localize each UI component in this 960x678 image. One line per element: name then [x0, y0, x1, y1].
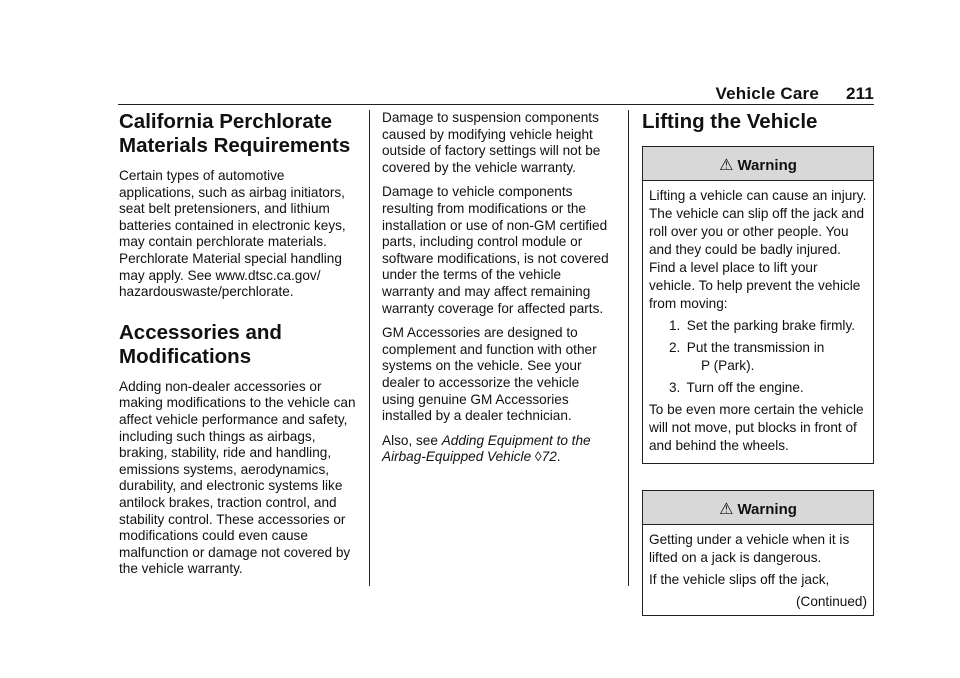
- section-title: Vehicle Care: [715, 84, 820, 103]
- cross-reference-page[interactable]: 72: [541, 449, 557, 465]
- warning-triangle-icon: ⚠: [719, 157, 734, 174]
- continued-label: (Continued): [795, 594, 867, 609]
- column-1: [119, 110, 357, 586]
- warning-body: [643, 525, 873, 615]
- steps-list: [649, 317, 867, 397]
- paragraph-components: Damage to vehicle components resulting from modifications or the installation or use of non-GM certified parts, including control module or software modifications, is not covered under the terms of the vehicle warranty and may affect remaining warranty coverage for affected parts.: [382, 184, 609, 316]
- column-divider: [628, 110, 629, 586]
- heading-perchlorate: California Perchlorate Materials Requirements: [119, 110, 351, 157]
- page-header: [716, 84, 875, 104]
- paragraph-gm-accessories: GM Accessories are designed to complement and function with other systems on the vehicle. See your dealer to accessorize the vehicle using genuine GM Accessories installed by a dealer technician.: [382, 325, 597, 424]
- paragraph-perchlorate: Certain types of automotive applications, such as airbag initiators, seat belt pretensioners, and lithium batteries contained in electronic keys, may contain perchlorate materials. Perchlorate Material special handling may apply. See www.dtsc.ca.gov/ hazardouswaste/perchlorate.: [119, 168, 346, 300]
- heading-lifting: Lifting the Vehicle: [642, 110, 818, 133]
- column-3: [642, 110, 874, 616]
- warning-triangle-icon: ⚠: [719, 501, 734, 518]
- step-item: [649, 339, 867, 375]
- warning-text: If the vehicle slips off the jack,: [649, 572, 830, 587]
- paragraph-suspension: Damage to suspension components caused by modifying vehicle height outside of factory settings will not be covered by the vehicle warranty.: [382, 110, 601, 175]
- header-rule: [118, 104, 874, 105]
- step-text: Set the parking brake firmly.: [686, 318, 856, 333]
- heading-accessories: Accessories and Modifications: [119, 320, 282, 368]
- page-number: 211: [845, 84, 874, 103]
- warning-text: Getting under a vehicle when it is lifted on a jack is dangerous.: [649, 532, 850, 565]
- paragraph-accessories: Adding non-dealer accessories or making modifications to the vehicle can affect vehicle performance and safety, including such things as airbags, braking, stability, ride and handling, emissions systems, aerodynamics, durability, and electronic systems like antilock brakes, traction control, and stability control. These accessories or modifications could even cause malfunction or damage not covered by the vehicle warranty.: [119, 378, 356, 577]
- warning-box-lifting: [642, 146, 874, 464]
- warning-title: Warning: [737, 501, 797, 518]
- cross-reference-link[interactable]: Adding Equipment to the Airbag-Equipped Vehicle: [382, 432, 591, 465]
- see-also-prefix: Also, see: [382, 432, 442, 448]
- step-text: Put the transmission in: [686, 340, 825, 355]
- warning-header: [643, 147, 873, 181]
- warning-text: To be even more certain the vehicle will not move, put blocks in front of and behind the wheels.: [649, 402, 864, 453]
- page-ref-icon: ◊: [534, 449, 542, 465]
- step-number: 1.: [669, 318, 681, 333]
- warning-box-under-vehicle: [642, 490, 874, 616]
- step-number: 3.: [669, 380, 681, 395]
- see-also-suffix: .: [556, 449, 561, 465]
- step-item: [649, 379, 867, 397]
- step-text-continued: P (Park).: [701, 358, 755, 373]
- warning-body: [643, 181, 873, 463]
- warning-header: [643, 491, 873, 525]
- column-divider: [369, 110, 370, 586]
- paragraph-see-also: [382, 433, 614, 466]
- step-number: 2.: [669, 340, 681, 355]
- warning-title: Warning: [737, 157, 797, 174]
- warning-text: Lifting a vehicle can cause an injury. The vehicle can slip off the jack and roll over you or other people. You and they could be badly injured. Find a level place to lift your vehicle. To help prevent the vehicle from moving:: [649, 188, 867, 311]
- column-2: [382, 110, 614, 474]
- step-text: Turn off the engine.: [686, 380, 804, 395]
- step-item: [649, 317, 867, 335]
